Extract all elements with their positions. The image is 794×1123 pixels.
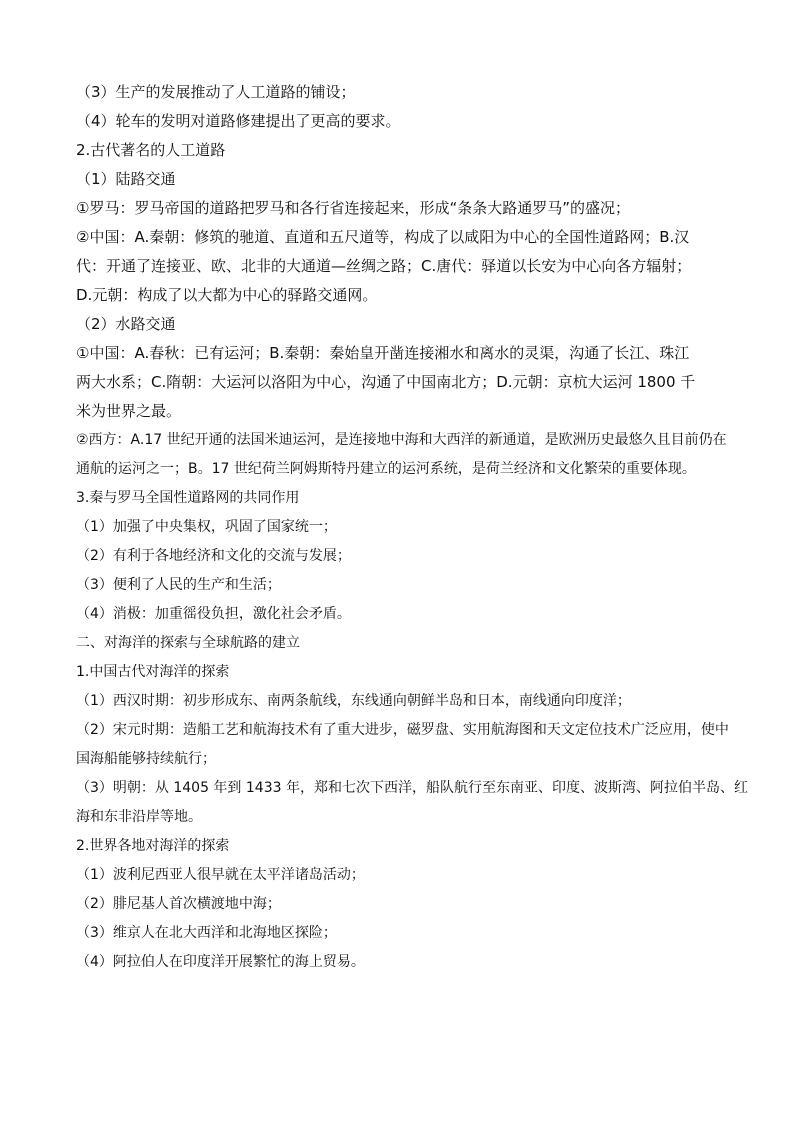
text-line-west-canals-2: 通航的运河之一；B。17 世纪荷兰阿姆斯特丹建立的运河系统，是荷兰经济和文化繁荣的重要体现。 [76, 461, 696, 477]
text-line-ming-2: 海和东非沿岸等地。 [76, 809, 202, 825]
text-line-china-roads-3: D.元朝：构成了以大都为中心的驿路交通网。 [76, 286, 378, 304]
text-line-arabs: （4）阿拉伯人在印度洋开展繁忙的海上贸易。 [76, 954, 365, 970]
text-line-rome-roads: ①罗马：罗马帝国的道路把罗马和各行省连接起来，形成“条条大路通罗马”的盛况； [76, 199, 630, 217]
section-heading-world-ocean: 2.世界各地对海洋的探索 [76, 838, 230, 854]
text-line-phoenicia: （2）腓尼基人首次横渡地中海； [76, 896, 281, 912]
text-line-vikings: （3）维京人在北大西洋和北海地区探险； [76, 925, 337, 941]
text-line-song-yuan-1: （2）宋元时期：造船工艺和航海技术有了重大进步，磁罗盘、实用航海图和天文定位技术广泛应用，使中 [76, 722, 729, 738]
text-line-effect-3: （3）便利了人民的生产和生活； [76, 577, 281, 593]
section-heading-3: 3.秦与罗马全国性道路网的共同作用 [76, 490, 300, 506]
subheading-land-transport: （1）陆路交通 [76, 170, 176, 188]
text-line-effect-1: （1）加强了中央集权，巩固了国家统一； [76, 519, 337, 535]
text-line-polynesia: （1）波利尼西亚人很早就在太平洋诸岛活动； [76, 867, 365, 883]
text-line-effect-2: （2）有利于各地经济和文化的交流与发展； [76, 548, 351, 564]
text-line-west-canals-1: ②西方：A.17 世纪开通的法国米迪运河，是连接地中海和大西洋的新通道，是欧洲历史最悠久且目前仍在 [76, 432, 727, 448]
subheading-water-transport: （2）水路交通 [76, 315, 176, 333]
document-body [76, 78, 748, 977]
text-line-china-canals-2: 两大水系；C.隋朝：大运河以洛阳为中心，沟通了中国南北方；D.元朝：京杭大运河 1800 千 [76, 373, 696, 391]
section-heading-2: 2.古代著名的人工道路 [76, 141, 226, 159]
text-line-ming-1: （3）明朝：从 1405 年到 1433 年，郑和七次下西洋，船队航行至东南亚、印度、波斯湾、阿拉伯半岛、红 [76, 780, 748, 796]
text-line-western-han: （1）西汉时期：初步形成东、南两条航线，东线通向朝鲜半岛和日本，南线通向印度洋； [76, 693, 631, 709]
text-line-1: （3）生产的发展推动了人工道路的铺设； [76, 83, 356, 101]
text-line-effect-4: （4）消极：加重徭役负担，激化社会矛盾。 [76, 606, 351, 622]
text-line-china-roads-1: ②中国：A.秦朝：修筑的驰道、直道和五尺道等，构成了以咸阳为中心的全国性道路网；B.汉 [76, 228, 690, 246]
chapter-heading-two: 二、对海洋的探索与全球航路的建立 [76, 635, 300, 651]
text-line-china-canals-3: 米为世界之最。 [76, 402, 182, 420]
text-line-china-roads-2: 代：开通了连接亚、欧、北非的大通道—丝绸之路；C.唐代：驿道以长安为中心向各方辐射； [76, 257, 692, 275]
text-line-2: （4）轮车的发明对道路修建提出了更高的要求。 [76, 112, 401, 130]
text-line-song-yuan-2: 国海船能够持续航行； [76, 751, 216, 767]
text-line-china-canals-1: ①中国：A.春秋：已有运河；B.秦朝：秦始皇开凿连接湘水和离水的灵渠，沟通了长江、珠江 [76, 344, 690, 362]
section-heading-china-ocean: 1.中国古代对海洋的探索 [76, 664, 230, 680]
